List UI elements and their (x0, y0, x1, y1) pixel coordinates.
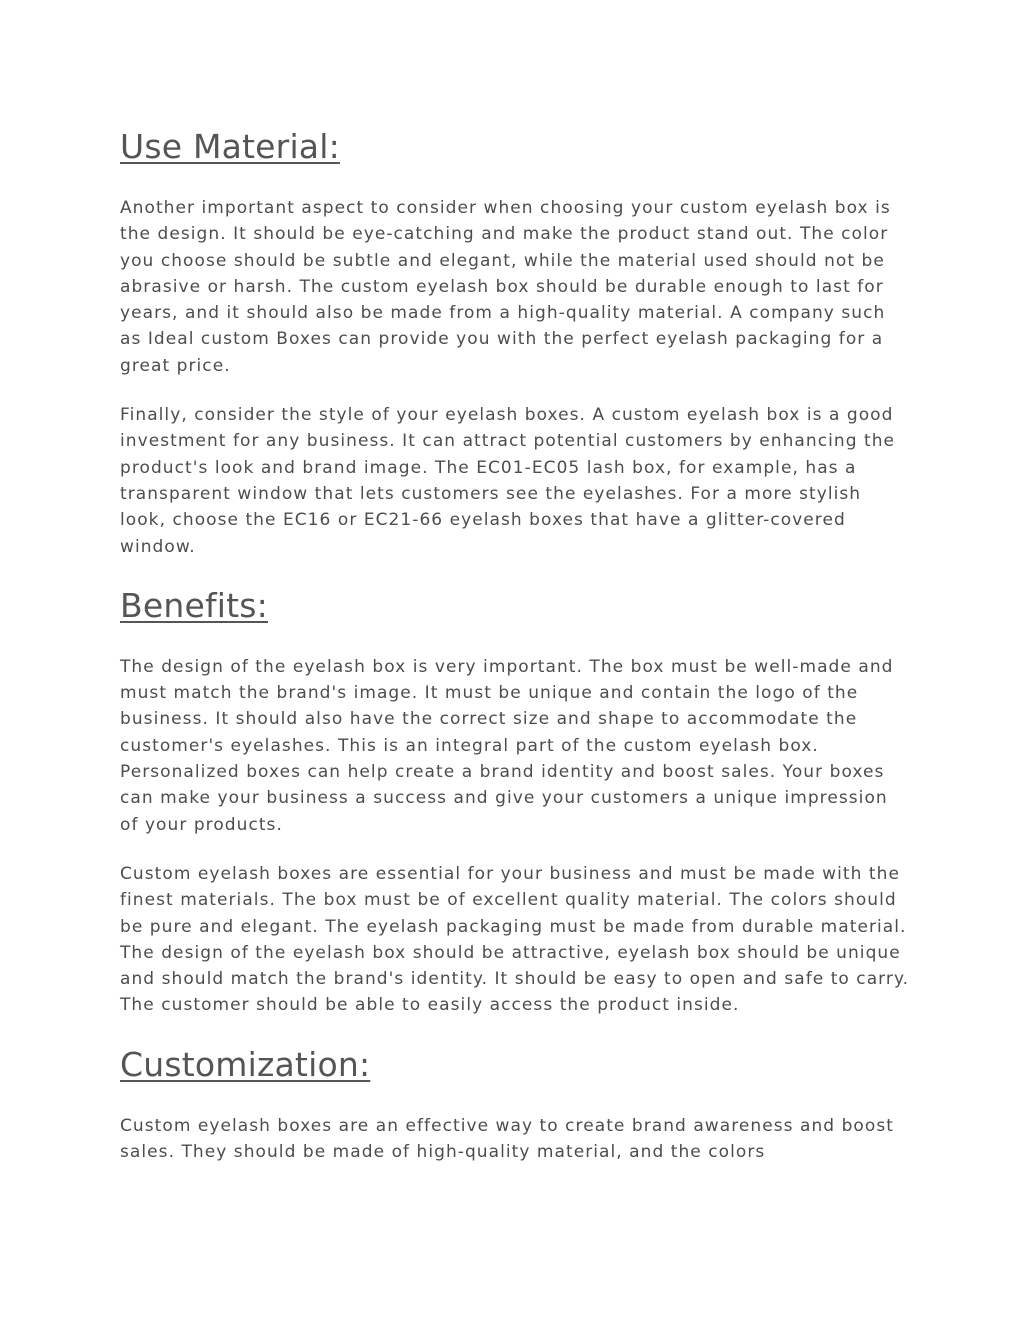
paragraph-use-material-1: Another important aspect to consider when choosing your custom eyelash box is the design. It should be eye-catching and make the product stand out. The color you choose should be subtle and elegant, while the material used should not be abrasive or harsh. The custom eyelash box should be durable enough to last for years, and it should also be made from a high-quality material. A company such as Ideal custom Boxes can provide you with the perfect eyelash packaging for a great price. (120, 198, 891, 376)
section-heading-customization: Customization: (120, 1044, 371, 1084)
paragraph-benefits-1: The design of the eyelash box is very important. The box must be well-made and must match the brand's image. It must be unique and contain the logo of the business. It should also have the correct size and shape to accommodate the customer's eyelashes. This is an integral part of the custom eyelash box. Personalized boxes can help create a brand identity and boost sales. Your boxes can make your business a success and give your customers a unique impression of your products. (120, 656, 894, 835)
paragraph-use-material-2: Finally, consider the style of your eyelash boxes. A custom eyelash box is a good investment for any business. It can attract potential customers by enhancing the product's look and brand image. The EC01-EC05 lash box, for example, has a transparent window that lets customers see the eyelashes. For a more stylish look, choose the EC16 or EC21-66 eyelash boxes that have a glitter-covered window. (120, 405, 896, 557)
paragraph-benefits-2: Custom eyelash boxes are essential for your business and must be made with the finest materials. The box must be of excellent quality material. The colors should be pure and elegant. The eyelash packaging must be made from durable material. The design of the eyelash box should be attractive, eyelash box should be unique and should match the brand's identity. It should be easy to open and safe to carry. The customer should be able to easily access the product inside. (120, 863, 910, 1016)
document-page (120, 122, 910, 1165)
section-heading-use-material: Use Material: (120, 127, 340, 166)
paragraph-customization-1: Custom eyelash boxes are an effective way to create brand awareness and boost sales. They should be made of high-quality material, and the colors (120, 1115, 894, 1163)
section-heading-benefits: Benefits: (120, 585, 268, 625)
